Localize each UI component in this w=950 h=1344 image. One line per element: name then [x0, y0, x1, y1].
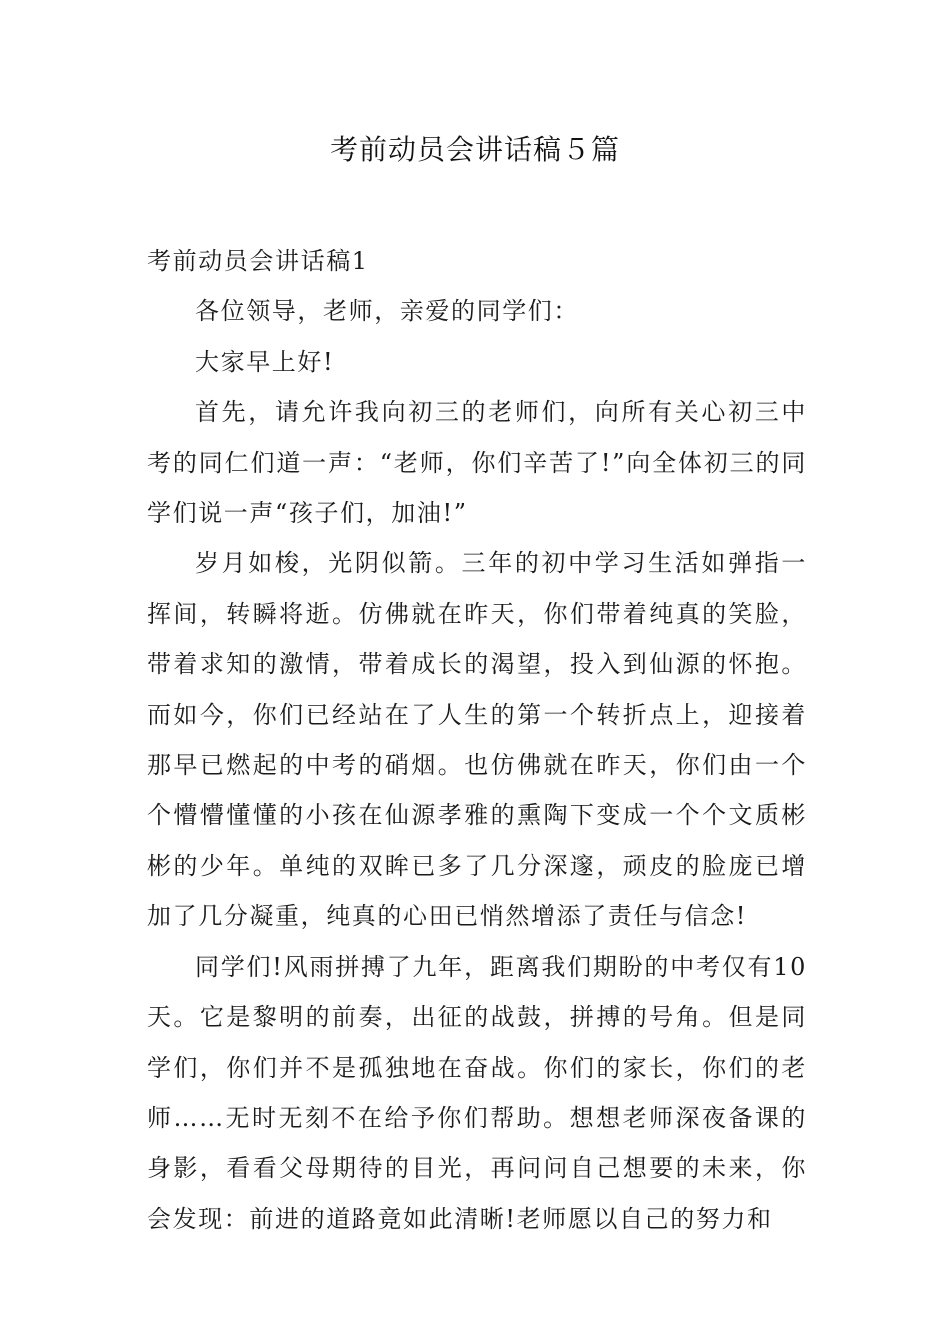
document-body [147, 236, 807, 1244]
paragraph-salutation: 各位领导，老师，亲爱的同学们： [195, 297, 579, 326]
document-title: 考前动员会讲话稿５篇 [329, 133, 620, 166]
paragraph-greeting: 大家早上好! [195, 347, 335, 376]
paragraph-encouragement: 同学们!风雨拼搏了九年，距离我们期盼的中考仅有10天。它是黎明的前奏，出征的战鼓，拼搏的号角。但是同学们，你们并不是孤独地在奋战。你们的家长，你们的老师……无时无刻不在给予你们帮助。想想老师深夜备课的身影，看看父母期待的目光，再问问自己想要的未来，你会发现：前进的道路竟如此清晰!老师愿以自己的努力和 [147, 952, 807, 1233]
section-heading: 考前动员会讲话稿1 [147, 247, 369, 275]
paragraph-thanks: 首先，请允许我向初三的老师们，向所有关心初三中考的同仁们道一声：“老师，你们辛苦了!”向全体初三的同学们说一声“孩子们，加油!” [147, 398, 807, 528]
paragraph-reflection: 岁月如梭，光阴似箭。三年的初中学习生活如弹指一挥间，转瞬将逝。仿佛就在昨天，你们带着纯真的笑脸，带着求知的激情，带着成长的渴望，投入到仙源的怀抱。而如今，你们已经站在了人生的第一个转折点上，迎接着那早已燃起的中考的硝烟。也仿佛就在昨天，你们由一个个懵懵懂懂的小孩在仙源孝雅的熏陶下变成一个个文质彬彬的少年。单纯的双眸已多了几分深邃，顽皮的脸庞已增加了几分凝重，纯真的心田已悄然增添了责任与信念! [147, 549, 807, 931]
